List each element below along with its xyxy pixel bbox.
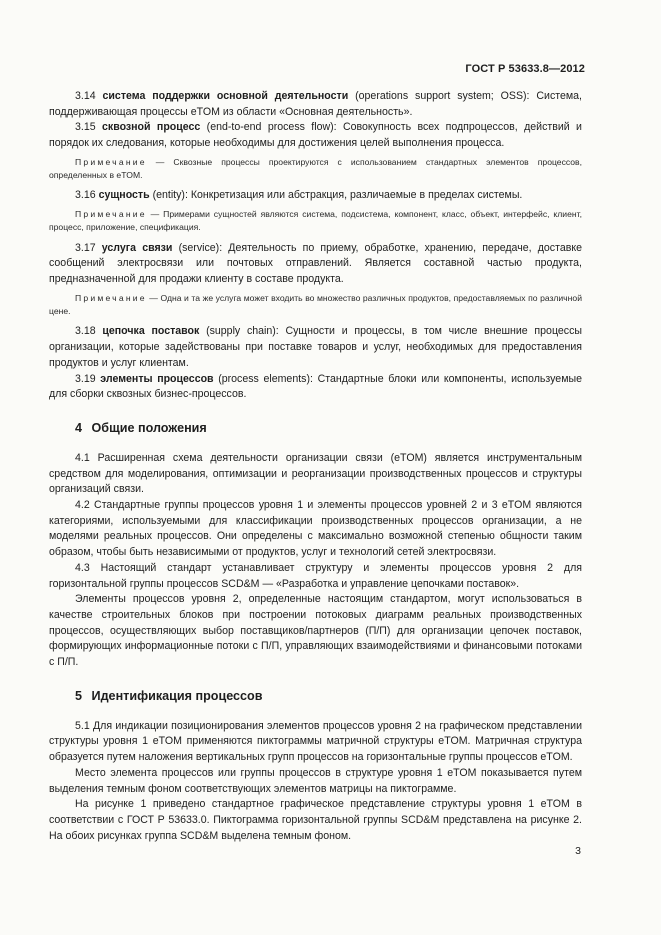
definition-3-18 <box>49 324 582 371</box>
definition-text: (entity): Конкретизация или абстракция, различаемые в пределах системы. <box>149 189 523 202</box>
definition-3-19 <box>49 372 582 403</box>
definition-text: (process elements): Стандартные блоки или компоненты, используемые для сборки сквозных бизнес-процессов. <box>49 372 582 401</box>
paragraph-5-1: 5.1 Для индикации позиционирования элементов процессов уровня 2 на графическом представлении структуры уровня 1 eTOM применяются пиктограммы матричной структуры eTOM. Матричная структура образуется путем наложения вертикальных групп процессов на горизонтальные группы процессов eTOM. <box>49 719 582 764</box>
section-4-heading <box>75 421 582 435</box>
definition-text: (service): Деятельность по приему, обработке, хранению, передаче, доставке сообщений электросвязи или почтовых отправлений. Является составной частью продукта, предназначенной для продажи клиенту в составе продукта. <box>49 241 582 286</box>
page-body <box>49 89 582 844</box>
paragraph-4-3: 4.3 Настоящий стандарт устанавливает структуру и элементы процессов уровня 2 для горизонтальной группы процессов SCD&M — «Разработка и управление цепочками поставок». <box>49 561 582 590</box>
note-text: — Сквозные процессы проектируются с использованием стандартных элементов процессов, определенных в eTOM. <box>49 156 582 181</box>
definition-3-15 <box>49 120 582 151</box>
definition-number: 3.18 <box>75 325 96 338</box>
note-3-17 <box>49 292 582 319</box>
definition-term: сквозной процесс <box>102 121 201 134</box>
page-number: 3 <box>575 845 581 857</box>
note-3-16 <box>49 208 582 235</box>
note-text: — Примерами сущностей являются система, подсистема, компонент, класс, объект, интерфейс, клиент, процесс, приложение, спецификация. <box>49 209 582 233</box>
paragraph-5-1-placement: Место элемента процессов или группы процессов в структуре уровня 1 eTOM показывается путем выделения темным фоном соответствующих элементов матрицы на пиктограмме. <box>49 766 582 795</box>
definition-number: 3.17 <box>75 241 96 254</box>
paragraph-4-3-continued: Элементы процессов уровня 2, определенные настоящим стандартом, могут использоваться в качестве строительных блоков при построении потоковых диаграмм реальных производственных процессов, осуществляющих выбор поставщиков/партнеров (П/П) для организации цепочек поставок, формирующих информационные потоки с П/П, управляющих взаимодействиями и финансовыми потоками с П/П. <box>49 593 582 669</box>
definition-term: услуга связи <box>101 241 173 254</box>
section-title: Общие положения <box>91 420 207 435</box>
paragraph-4-2: 4.2 Стандартные группы процессов уровня 1 и элементы процессов уровней 2 и 3 eTOM являются категориями, используемыми для классификации производственных процессов организации, а не моделями реальных процессов. Они определены с максимально возможной степенью общности таким образом, чтобы быть независимыми от продуктов, услуг и технологий сетей электросвязи. <box>49 499 582 559</box>
note-label: Примечание <box>75 156 147 167</box>
definition-3-14 <box>49 89 582 120</box>
section-number: 5 <box>75 688 83 703</box>
section-5-heading <box>75 689 582 703</box>
definition-term: цепочка поставок <box>102 325 200 338</box>
definition-text: (end-to-end process flow): Совокупность всех подпроцессов, действий и порядок их следования, которые необходимы для достижения целей выполнения процесса. <box>49 121 582 150</box>
document-id-header: ГОСТ Р 53633.8—2012 <box>465 63 585 75</box>
definition-number: 3.16 <box>75 189 96 202</box>
section-title: Идентификация процессов <box>91 688 263 703</box>
paragraph-5-1-figures: На рисунке 1 приведено стандартное графическое представление структуры уровня 1 eTOM в соответствии с ГОСТ Р 53633.0. Пиктограмма горизонтальной группы SCD&M представлена на рисунке 2. На обоих рисунках группа SCD&M выделена темным фоном. <box>49 798 582 842</box>
note-label: Примечание <box>75 209 147 220</box>
section-number: 4 <box>75 420 83 435</box>
note-3-15 <box>49 156 582 183</box>
definition-number: 3.15 <box>75 121 96 134</box>
definition-3-16 <box>49 188 582 204</box>
definition-3-17 <box>49 241 582 288</box>
definition-text: (operations support system; OSS): Система, поддерживающая процессы eTOM из области «Основная деятельность». <box>49 90 582 118</box>
note-label: Примечание <box>75 292 147 303</box>
definition-number: 3.19 <box>75 372 96 385</box>
paragraph-4-1: 4.1 Расширенная схема деятельности организации связи (eTOM) является инструментальным средством для моделирования, оптимизации и реорганизации производственных процессов и структуры организаций связи. <box>49 451 582 496</box>
definition-text: (supply chain): Сущности и процессы, в том числе внешние процессы организации, которые задействованы при поставке товаров и услуг, необходимых для предоставления продуктов и услуг клиентам. <box>49 325 582 369</box>
definition-term: элементы процессов <box>100 372 214 385</box>
note-text: — Одна и та же услуга может входить во множество различных продуктов, предоставляемых по различной цене. <box>49 292 582 317</box>
definition-number: 3.14 <box>75 90 96 102</box>
definition-term: сущность <box>98 189 150 202</box>
definition-term: система поддержки основной деятельности <box>102 90 349 102</box>
